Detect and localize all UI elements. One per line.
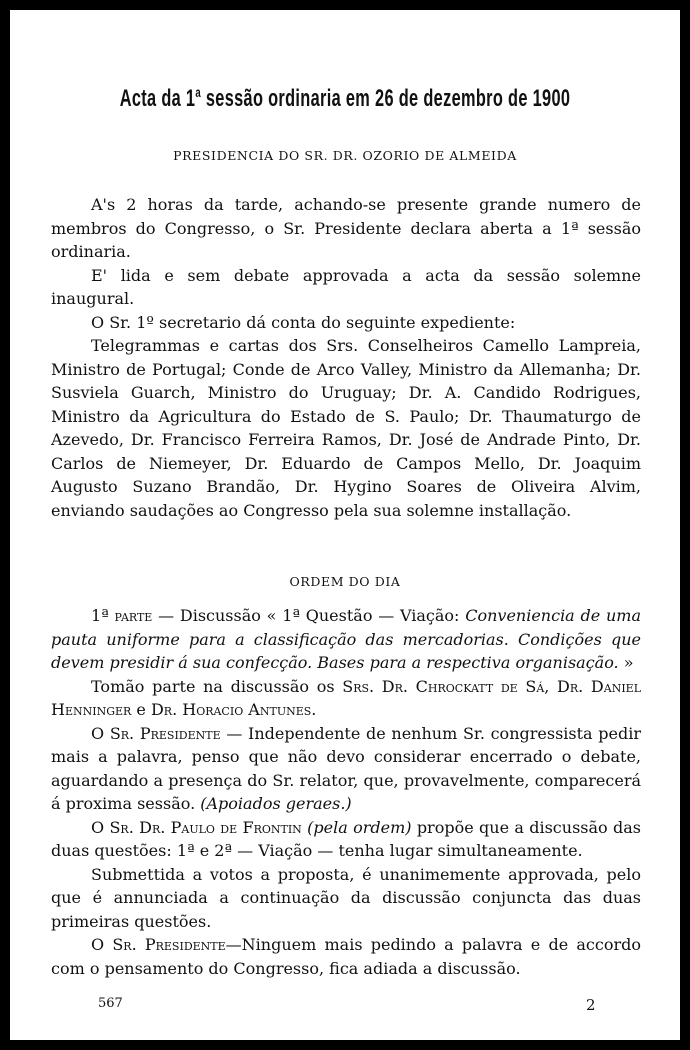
speech-aside: (pela ordem) (301, 817, 412, 837)
speech-aside: (Apoiados geraes.) (200, 794, 352, 813)
speaker-name: O Sr. Presidente (91, 935, 226, 954)
discussion-intro: Tomão parte na discussão os (91, 676, 343, 696)
document-page (10, 10, 680, 1040)
title-text: Acta da 1 (119, 85, 196, 112)
paragraph-presidente-1 (51, 722, 641, 816)
speech-text: —Ninguem mais pedindo a palavra e de accordo com o pensamento do Congresso, fica adiada a discussão. (51, 935, 642, 978)
opening-section (51, 193, 641, 522)
ordem-section (51, 604, 641, 980)
paragraph-presidente-2 (51, 933, 641, 980)
title-text-rest: sessão ordinaria em 26 de dezembro de 1900 (200, 85, 571, 112)
speaker-name: O Sr. Presidente (91, 723, 221, 743)
page-title (117, 84, 573, 113)
paragraph-discussion (51, 675, 641, 722)
parte-italic: Conveniencia de uma pauta uniforme para a classificação das mercadorias. Condições que devem presidir á sua confecção. Bases para a respectiva organisação. (51, 606, 641, 672)
paragraph-expediente: O Sr. 1º secretario dá conta do seguinte expediente: (91, 312, 516, 332)
title-ordinal: a (195, 84, 201, 100)
paragraph-acta: E' lida e sem debate approvada a acta da sessão solemne inaugural. (51, 265, 641, 308)
parte-text: — Discussão « 1ª Questão — Viação: (152, 606, 466, 625)
paragraph-parte (51, 604, 641, 675)
speech-text: propõe que a discussão das duas questões: 1ª e 2ª — Viação — tenha lugar simultaneamente. (51, 817, 641, 860)
section-heading: ORDEM DO DIA (289, 574, 401, 589)
discussion-last-name: Dr. Horacio Antunes. (150, 700, 317, 719)
paragraph-votacao: Submettida a votos a proposta, é unanimemente approvada, pelo que é annunciada a continuação da discussão conjuncta das duas primeiras questões. (51, 864, 641, 931)
discussion-names: Srs. Dr. Chrockatt de Sá, Dr. Daniel Henninger (51, 676, 642, 719)
paragraph-telegrammas: Telegrammas e cartas dos Srs. Conselheiros Camello Lampreia, Ministro de Portugal; Conde de Arco Valley, Ministro da Allemanha; Dr. Susviela Guarch, Ministro do Uruguay; Dr. A. Candido Rodrigues, Ministro da Agricultura do Estado de S. Paulo; Dr. Thaumaturgo de Azevedo, Dr. Francisco Ferreira Ramos, Dr. José de Andrade Pinto, Dr. Carlos de Niemeyer, Dr. Eduardo de Campos Mello, Dr. Joaquim Augusto Suzano Brandão, Dr. Hygino Soares de Oliveira Alvim, enviando saudações ao Congresso pela sua solemne installação. (51, 336, 641, 520)
discussion-and: e (131, 700, 151, 719)
speech-text: — Independente de nenhum Sr. congressista pedir mais a palavra, penso que não devo considerar encerrado o debate, aguardando a presença do Sr. relator, que, provavelmente, comparecerá á proxima sessão. (51, 723, 641, 813)
paragraph-opening: A's 2 horas da tarde, achando-se presente grande numero de membros do Congresso, o Sr. Presidente declara aberta a 1ª sessão ordinaria. (51, 195, 641, 261)
speaker-name: O Sr. Dr. Paulo de Frontin (91, 817, 302, 837)
presidency-line: PRESIDENCIA DO SR. DR. OZORIO DE ALMEIDA (173, 148, 517, 163)
footer-page-number: 567 (98, 996, 123, 1011)
footer-signature-number: 2 (586, 996, 596, 1014)
parte-label: 1ª parte (91, 606, 153, 625)
parte-end: » (618, 653, 634, 672)
paragraph-frontin (51, 816, 641, 863)
